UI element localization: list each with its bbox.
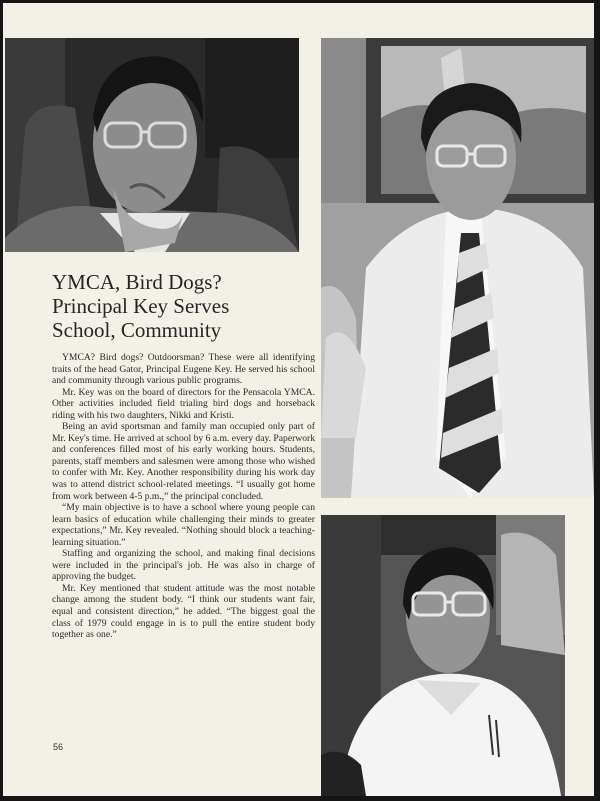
yearbook-page bbox=[3, 3, 594, 796]
article-paragraph: Mr. Key mentioned that student attitude was the most notable change among the student body. “I think our students want fair, equal and consistent direction,” he added. “The biggest goal the class of 1979 could engage in is to pull the entire student body together as one.” bbox=[52, 582, 315, 641]
article-paragraph: Mr. Key was on the board of directors for the Pensacola YMCA. Other activities included field trialing bird dogs and horseback riding with his two daughters, Nikki and Kristi. bbox=[52, 386, 315, 421]
headline-line: YMCA, Bird Dogs? bbox=[52, 270, 222, 294]
page-number: 56 bbox=[53, 742, 64, 752]
article-paragraph: “My main objective is to have a school where young people can learn basics of education while challenging their minds to greater expectations,” Mr. Key revealed. “Nothing should block a teaching-learning situation.” bbox=[52, 502, 315, 548]
article-paragraph: Being an avid sportsman and family man occupied only part of Mr. Key's time. He arrived at school by 6 a.m. every day. Paperwork and conferences filled most of his early working hours. Students, parents, staff members and salesmen were among those who wished to confer with Mr. Key. Another responsibility during his work day was to attend district school-related meetings. “I usually got home from work between 4-5 p.m.,” the principal concluded. bbox=[52, 421, 315, 502]
article-paragraph: YMCA? Bird dogs? Outdoorsman? These were all identifying traits of the head Gator, Principal Eugene Key. He served his school and community through various public programs. bbox=[52, 352, 315, 387]
article-paragraph: Staffing and organizing the school, and making final decisions were included in the principal's job. He was also in charge of approving the budget. bbox=[52, 548, 315, 583]
principal-standing-photo bbox=[321, 38, 594, 498]
principal-desk-photo bbox=[321, 515, 565, 796]
article-body bbox=[52, 352, 315, 641]
article-headline bbox=[52, 270, 312, 342]
headline-line: School, Community bbox=[52, 318, 222, 342]
headline-line: Principal Key Serves bbox=[52, 294, 230, 318]
principal-portrait-photo bbox=[5, 38, 299, 252]
